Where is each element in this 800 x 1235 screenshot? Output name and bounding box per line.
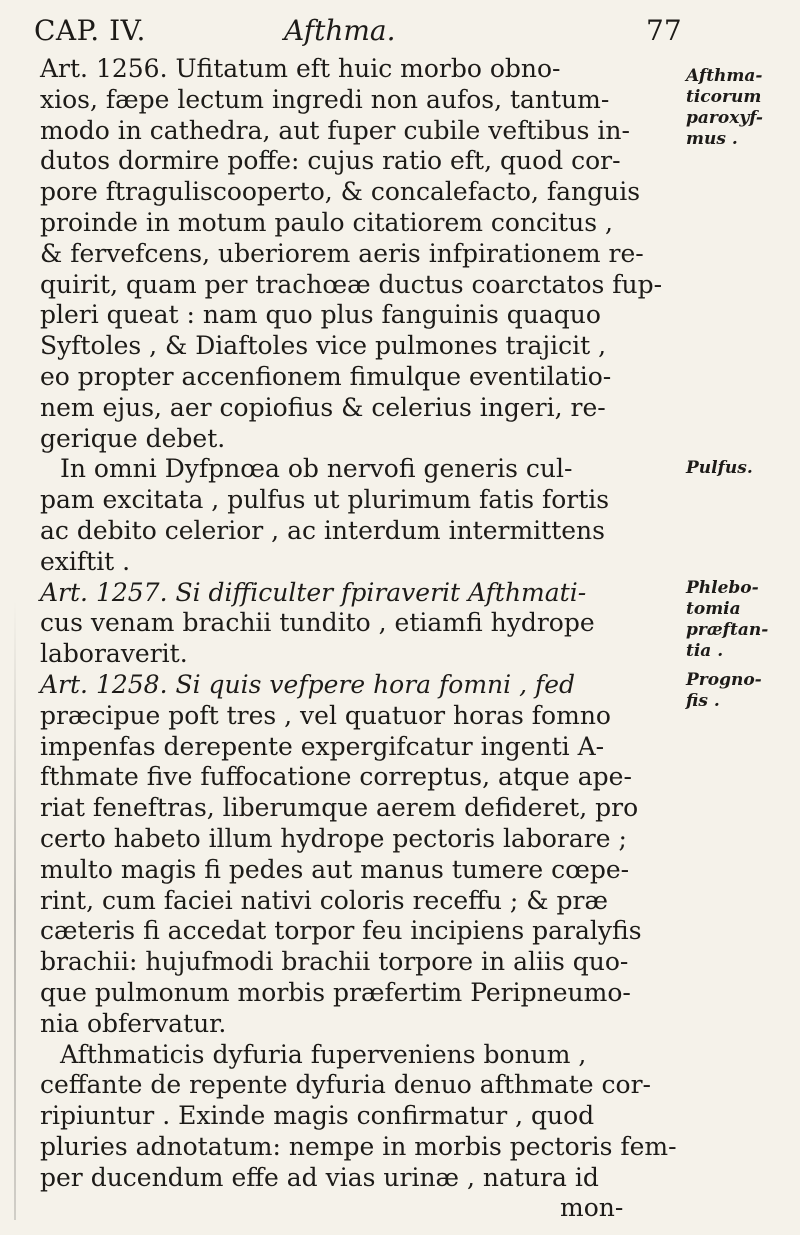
text-line: Art. 1256. Ufitatum eft huic morbo obno-	[40, 54, 561, 83]
margin-note-line: præftan-	[686, 620, 769, 640]
text-line: cus venam brachii tundito , etiamfi hydrope	[40, 608, 595, 638]
text-line: rint, cum faciei nativi coloris receffu ; & præ	[40, 885, 608, 915]
text-line: ripiuntur . Exinde magis confirmatur , quod	[40, 1101, 595, 1131]
text-line: ac debito celerior , ac interdum intermittens	[40, 515, 605, 545]
text-line: pluries adnotatum: nempe in morbis pectoris fem-	[40, 1131, 677, 1161]
text-line: nia obfervatur.	[40, 1008, 227, 1038]
main-text	[40, 54, 680, 1224]
running-title: Afthma.	[284, 14, 396, 47]
text-line: brachii: hujufmodi brachii torpore in aliis quo-	[40, 947, 629, 977]
margin-note-line: fis .	[686, 691, 720, 711]
text-line: pleri queat : nam quo plus fanguinis quaquo	[40, 300, 601, 330]
running-header	[34, 14, 734, 54]
text-line: certo habeto illum hydrope pectoris laborare ;	[40, 823, 627, 853]
text-line: xios, fæpe lectum ingredi non aufos, tantum-	[40, 84, 610, 114]
margin-note-line: mus .	[686, 129, 738, 149]
margin-note-line: paroxyf-	[686, 108, 763, 128]
margin-note	[686, 66, 796, 150]
margin-note	[686, 578, 796, 662]
text-line: que pulmonum morbis præfertim Peripneumo-	[40, 977, 631, 1007]
text-line: eo propter accenfionem fimulque eventilatio-	[40, 361, 612, 391]
text-line: Art. 1258. Si quis vefpere hora fomni , fed	[40, 669, 576, 699]
text-line: nem ejus, aer copiofius & celerius ingeri, re-	[40, 392, 606, 422]
text-line: quirit, quam per trachœæ ductus coarctatos fup-	[40, 269, 663, 299]
text-line: gerique debet.	[40, 423, 226, 453]
text-line: cæteris fi accedat torpor feu incipiens paralyfis	[40, 916, 642, 946]
text-line: per ducendum effe ad vias urinæ , natura id	[40, 1162, 599, 1192]
text-line: Art. 1257. Si difficulter fpiraverit Afthmati-	[40, 577, 587, 607]
text-line: pore ftraguliscooperto, & concalefacto, fanguis	[40, 177, 641, 207]
text-line: riat feneftras, liberumque aerem defideret, pro	[40, 793, 639, 823]
text-line: fthmate five fuffocatione correptus, atque ape-	[40, 762, 632, 792]
text-line: Syftoles , & Diaftoles vice pulmones trajicit ,	[40, 331, 607, 361]
chapter-label: CAP. IV.	[34, 14, 146, 47]
margin-note-line: Phlebo-	[686, 578, 759, 598]
margin-note	[686, 458, 796, 479]
page-number: 77	[646, 14, 682, 47]
text-line: præcipue poft tres , vel quatuor horas fomno	[40, 700, 611, 730]
margin-note-line: ticorum	[686, 87, 762, 107]
text-line: & fervefcens, uberiorem aeris infpirationem re-	[40, 238, 644, 268]
text-line: ceffante de repente dyfuria denuo afthmate cor-	[40, 1070, 651, 1100]
text-line: laboraverit.	[40, 639, 188, 669]
text-line: pam excitata , pulfus ut plurimum fatis fortis	[40, 485, 610, 515]
text-line: proinde in motum paulo citatiorem concitus ,	[40, 207, 613, 237]
text-line: dutos dormire poffe: cujus ratio eft, quod cor-	[40, 146, 621, 176]
margin-note-line: tia .	[686, 641, 724, 661]
text-line: Afthmaticis dyfuria fuperveniens bonum ,	[60, 1039, 587, 1069]
text-line: multo magis fi pedes aut manus tumere cœpe-	[40, 854, 630, 884]
margin-note	[686, 670, 796, 712]
margin-note-line: Pulfus.	[686, 458, 753, 478]
catchword: mon-	[560, 1193, 624, 1223]
text-line: impenfas derepente expergifcatur ingenti A-	[40, 731, 605, 761]
margin-note-line: tomia	[686, 599, 741, 619]
page-edge-shadow	[14, 600, 16, 1220]
text-line: exiftit .	[40, 546, 131, 576]
text-line: modo in cathedra, aut fuper cubile veftibus in-	[40, 115, 630, 145]
margin-note-line: Afthma-	[686, 66, 763, 86]
margin-note-line: Progno-	[686, 670, 762, 690]
text-line: In omni Dyfpnœa ob nervofi generis cul-	[60, 454, 573, 484]
